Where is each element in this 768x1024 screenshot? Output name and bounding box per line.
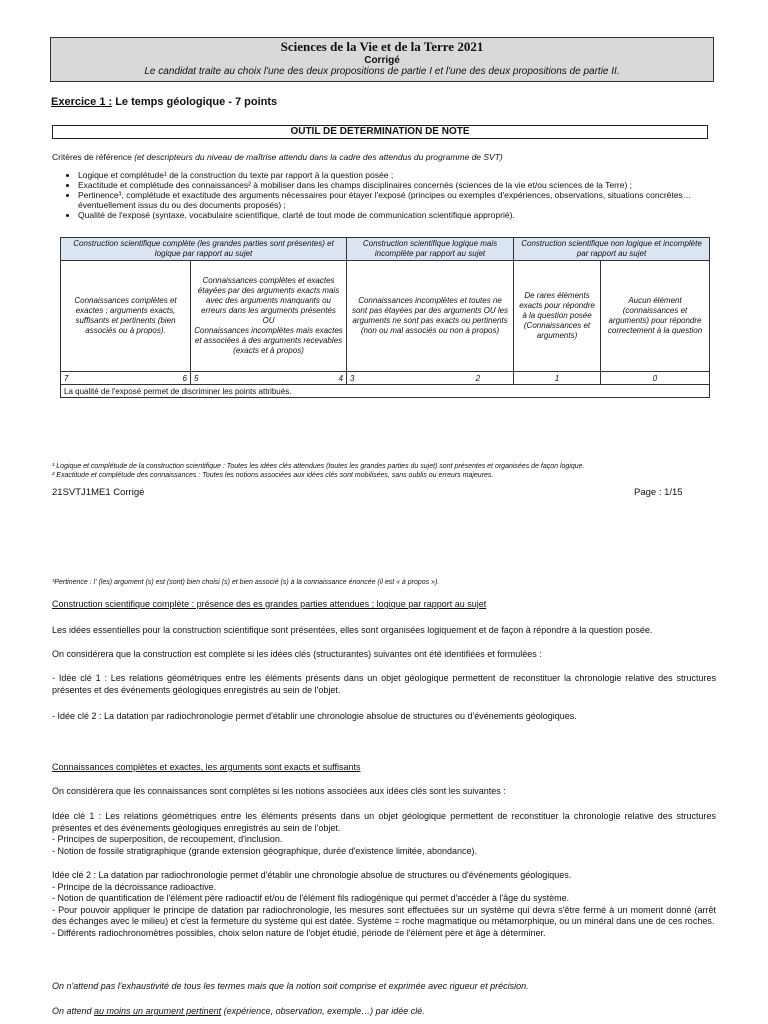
section1-heading: Construction scientifique complète : présence des es grandes parties attendues ; logique par rapport au sujet — [52, 599, 487, 609]
section2-idea-1-block — [52, 811, 716, 857]
descriptor-cell: Connaissances incomplètes et toutes ne sont pas étayées par des arguments OU les arguments ne sont pas exacts ou pertinents (non ou mal associés ou non à propos) — [347, 261, 514, 372]
score-value: 3 — [350, 373, 355, 383]
criteria-item: • Logique et complétude¹ de la construction du texte par rapport à la question posée ; — [78, 170, 728, 180]
exercise-title: Le temps géologique - 7 points — [112, 96, 278, 108]
exercise-label: Exercice 1 : — [51, 96, 113, 108]
descriptor-cell — [191, 261, 347, 372]
document-title: Sciences de la Vie et de la Terre 2021 — [280, 39, 484, 54]
section2-intro: On considérera que les connaissances sont complètes si les notions associées aux idées clés sont les suivantes : — [52, 786, 506, 796]
footnote: ² Exactitude et complétude des connaissances : Toutes les notions associées aux idées clés sont mobilisées, sans oublis ou erreurs majeures. — [52, 472, 494, 479]
list-item: - Principe de la décroissance radioactive. — [52, 881, 217, 892]
criteria-lead — [52, 152, 503, 162]
table-header-row — [61, 238, 710, 261]
page-number: Page : 1/15 — [634, 487, 683, 498]
score-cell — [61, 372, 191, 385]
descriptor-text: Connaissances complètes et exactes étayées par des arguments exacts mais avec des arguments manquants ou erreurs dans les arguments présentés — [197, 276, 340, 315]
list-item: - Principes de superposition, de recoupement, d'inclusion. — [52, 834, 283, 844]
descriptor-cell: Aucun élément (connaissances et arguments) pour répondre correctement à la question — [601, 261, 710, 372]
list-item: - Différents radiochronomètres possibles, choix selon nature de l'objet étudié, période de l'élément père et âge à déterminer. — [52, 927, 546, 938]
list-item: - Notion de fossile stratigraphique (grande extension géographique, durée d'existence limitée, abondance). — [52, 845, 477, 856]
criteria-item: • Qualité de l'exposé (syntaxe, vocabulaire scientifique, clarté de tout mode de communication scientifique approprié). — [78, 210, 728, 220]
list-item: - Pour pouvoir appliquer le principe de datation par radiochronologie, les mesures sont effectuées sur un système qui devra s'être fermé à un moment donné (arrêt des échanges avec le milieu) et c'est la fermeture du système qui est datée. Système = roche magmatique ou métamorphique, ou un minéral dans une de ces roches. — [52, 904, 716, 926]
score-cell — [191, 372, 347, 385]
score-value: 4 — [338, 373, 344, 383]
closing-text: On attend — [52, 1006, 95, 1016]
score-value: 5 — [194, 373, 199, 383]
descriptor-cell: De rares éléments exacts pour répondre à la question posée (Connaissances et arguments) — [514, 261, 601, 372]
closing-expectation — [52, 1006, 716, 1018]
closing-underlined: au moins un argument pertinent — [94, 1006, 222, 1016]
criteria-lead-italic: (et descripteurs du niveau de maîtrise attendu dans la cadre des attendus du programme de SVT) — [134, 152, 503, 162]
section1-idea-1: - Idée clé 1 : Les relations géométriques entre les éléments présents dans un objet géologique permettent de reconstituer la chronologie relative des structures présentes et des événements géologiques enregistrés au sein de l'objet. — [52, 673, 716, 695]
score-value: 2 — [475, 373, 481, 383]
criteria-lead-text: Critères de référence — [52, 152, 135, 162]
footnotes — [52, 462, 584, 480]
closing-text: (expérience, observation, exemple…) par idée clé. — [221, 1006, 425, 1016]
score-cell: 0 — [601, 372, 710, 385]
document-subtitle: Corrigé — [364, 54, 400, 66]
descriptor-text: Connaissances incomplètes mais exactes et associées à des arguments recevables (exacts et à propos) — [194, 326, 343, 355]
table-header-cell: Construction scientifique non logique et incomplète par rapport au sujet — [514, 238, 710, 261]
criteria-list — [66, 170, 728, 220]
section2-heading: Connaissances complètes et exactes, les arguments sont exacts et suffisants — [52, 762, 361, 772]
table-header-cell: Construction scientifique complète (les grandes parties sont présentes) et logique par rapport au sujet — [61, 238, 347, 261]
section1-paragraph: On considérera que la construction est complète si les idées clés (structurantes) suivantes ont été identifiées et formulées : — [52, 649, 542, 659]
document-code: 21SVTJ1ME1 Corrigé — [52, 487, 145, 498]
closing-note: On n'attend pas l'exhaustivité de tous les termes mais que la notion soit comprise et exprimée avec rigueur et précision. — [52, 981, 529, 991]
header-box — [50, 37, 714, 82]
section1-paragraph: Les idées essentielles pour la construction scientifique sont présentées, elles sont organisées logiquement et de façon à répondre à la question posée. — [52, 625, 653, 635]
descriptor-cell: Connaissances complètes et exactes ; arguments exacts, suffisants et pertinents (bien associés ou à propos). — [61, 261, 191, 372]
criteria-item: • Exactitude et complétude des connaissances² à mobiliser dans les champs disciplinaires concernés (sciences de la vie et/ou sciences de la Terre) ; — [78, 180, 728, 190]
grading-table — [60, 237, 710, 398]
list-item: - Notion de quantification de l'élément père radioactif et/ou de l'élément fils radiogénique qui permet d'accéder à l'âge du système. — [52, 893, 570, 903]
descriptor-or: OU — [262, 316, 275, 325]
footnote: ¹ Logique et complétude de la construction scientifique : Toutes les idées clés attendues (toutes les grandes parties du sujet) sont présentes et organisées de façon logique. — [52, 463, 585, 470]
score-cell — [347, 372, 514, 385]
section1-idea-2: - Idée clé 2 : La datation par radiochronologie permet d'établir une chronologie absolue de structures ou d'événements géologiques. — [52, 711, 577, 721]
outil-heading: OUTIL DE DÉTERMINATION DE NOTE — [52, 125, 708, 139]
score-value: 6 — [182, 373, 187, 383]
score-cell: 1 — [514, 372, 601, 385]
table-score-row — [61, 372, 710, 385]
section2-idea-1: Idée clé 1 : Les relations géométriques entre les éléments présents dans un objet géologique permettent de reconstituer la chronologie relative des structures présentes et des événements géologiques enregistrés au sein de l'objet. — [52, 811, 716, 833]
header-note: Le candidat traite au choix l'une des deux propositions de partie I et l'une des deux propositions de partie II. — [144, 66, 620, 78]
score-value: 7 — [64, 373, 69, 383]
exercise-heading — [51, 96, 277, 108]
footnote-3: ³Pertinence : l' (les) argument (s) est (sont) bien choisi (s) et bien associé (s) à la connaissance énoncée (il est « à propos »). — [52, 579, 440, 586]
section2-idea-2-block — [52, 870, 716, 939]
table-descriptor-row — [61, 261, 710, 372]
criteria-item: • Pertinence³, complétude et exactitude des arguments nécessaires pour étayer l'exposé (principes ou exemples d'expériences, observations, situations concrètes… éventuellement issus du ou des documents proposés) ; — [78, 190, 728, 210]
quality-cell: La qualité de l'exposé permet de discriminer les points attribués. — [61, 385, 710, 398]
table-header-cell: Construction scientifique logique mais incomplète par rapport au sujet — [347, 238, 514, 261]
table-quality-row — [61, 385, 710, 398]
section2-idea-2: Idée clé 2 : La datation par radiochronologie permet d'établir une chronologie absolue de structures ou d'événements géologiques. — [52, 870, 572, 880]
